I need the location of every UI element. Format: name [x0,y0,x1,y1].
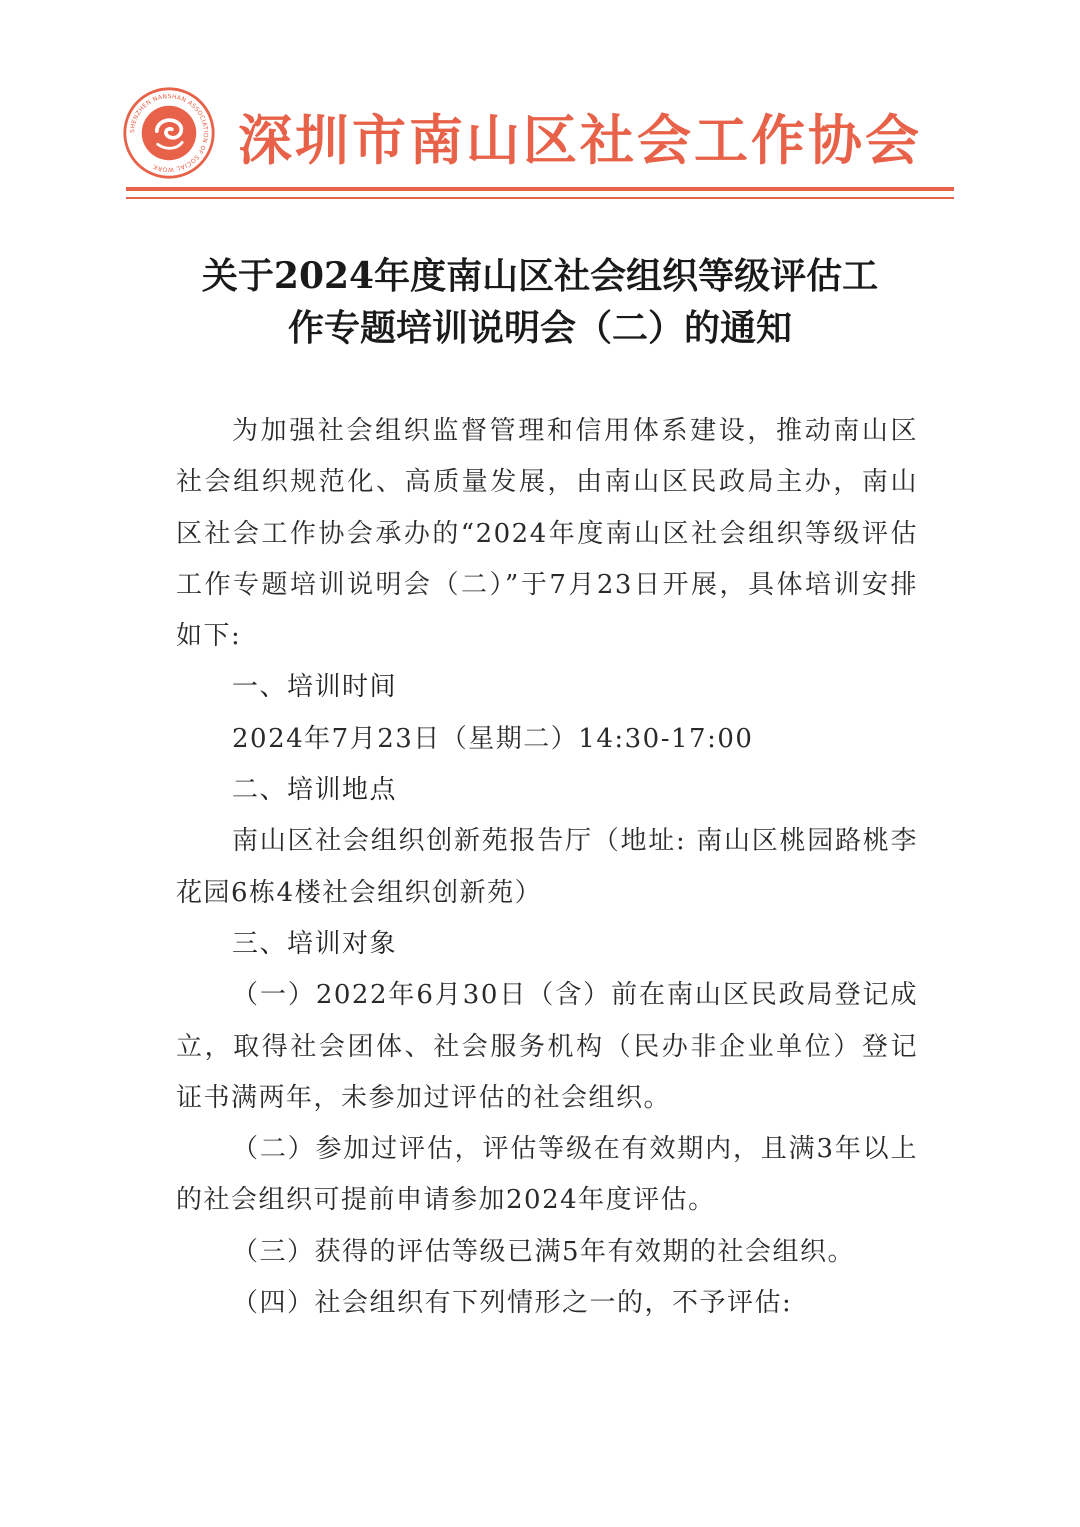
document-title [160,250,920,354]
section-heading-location: 二、培训地点 [232,775,398,806]
audience-item-2: （二）参加过评估，评估等级在有效期内，且满3年以上的社会组织可提前申请参加2024年度评估。 [176,1134,918,1216]
letterhead-rule-thick [126,187,954,191]
document-body [176,406,918,1329]
section-heading-time: 一、培训时间 [232,672,398,703]
section-heading-audience: 三、培训对象 [232,928,398,959]
audience-item-1: （一）2022年6月30日（含）前在南山区民政局登记成立，取得社会团体、社会服务机构（民办非企业单位）登记证书满两年，未参加过评估的社会组织。 [176,980,918,1113]
section-text-time: 2024年7月23日（星期二）14:30-17:00 [232,723,754,754]
seal-text: SHENZHEN NANSHAN ASSOCIATION OF SOCIAL WORK [129,93,209,173]
title-line-1: 关于2024年度南山区社会组织等级评估工 [201,255,879,297]
letterhead-org-name: 深圳市南山区社会工作协会 [238,108,922,172]
letterhead [118,82,954,204]
audience-item-3: （三）获得的评估等级已满5年有效期的社会组织。 [232,1236,856,1267]
intro-paragraph: 为加强社会组织监督管理和信用体系建设，推动南山区社会组织规范化、高质量发展，由南山区民政局主办，南山区社会工作协会承办的“2024年度南山区社会组织等级评估工作专题培训说明会（二）”于7月23日开展，具体培训安排如下: [176,416,918,652]
association-seal-logo [122,86,216,180]
title-line-2: 作专题培训说明会（二）的通知 [287,307,792,349]
audience-item-4: （四）社会组织有下列情形之一的，不予评估: [232,1288,793,1319]
section-text-location: 南山区社会组织创新苑报告厅（地址: 南山区桃园路桃李花园6栋4楼社会组织创新苑） [176,826,918,908]
letterhead-rule-thin [126,197,954,199]
